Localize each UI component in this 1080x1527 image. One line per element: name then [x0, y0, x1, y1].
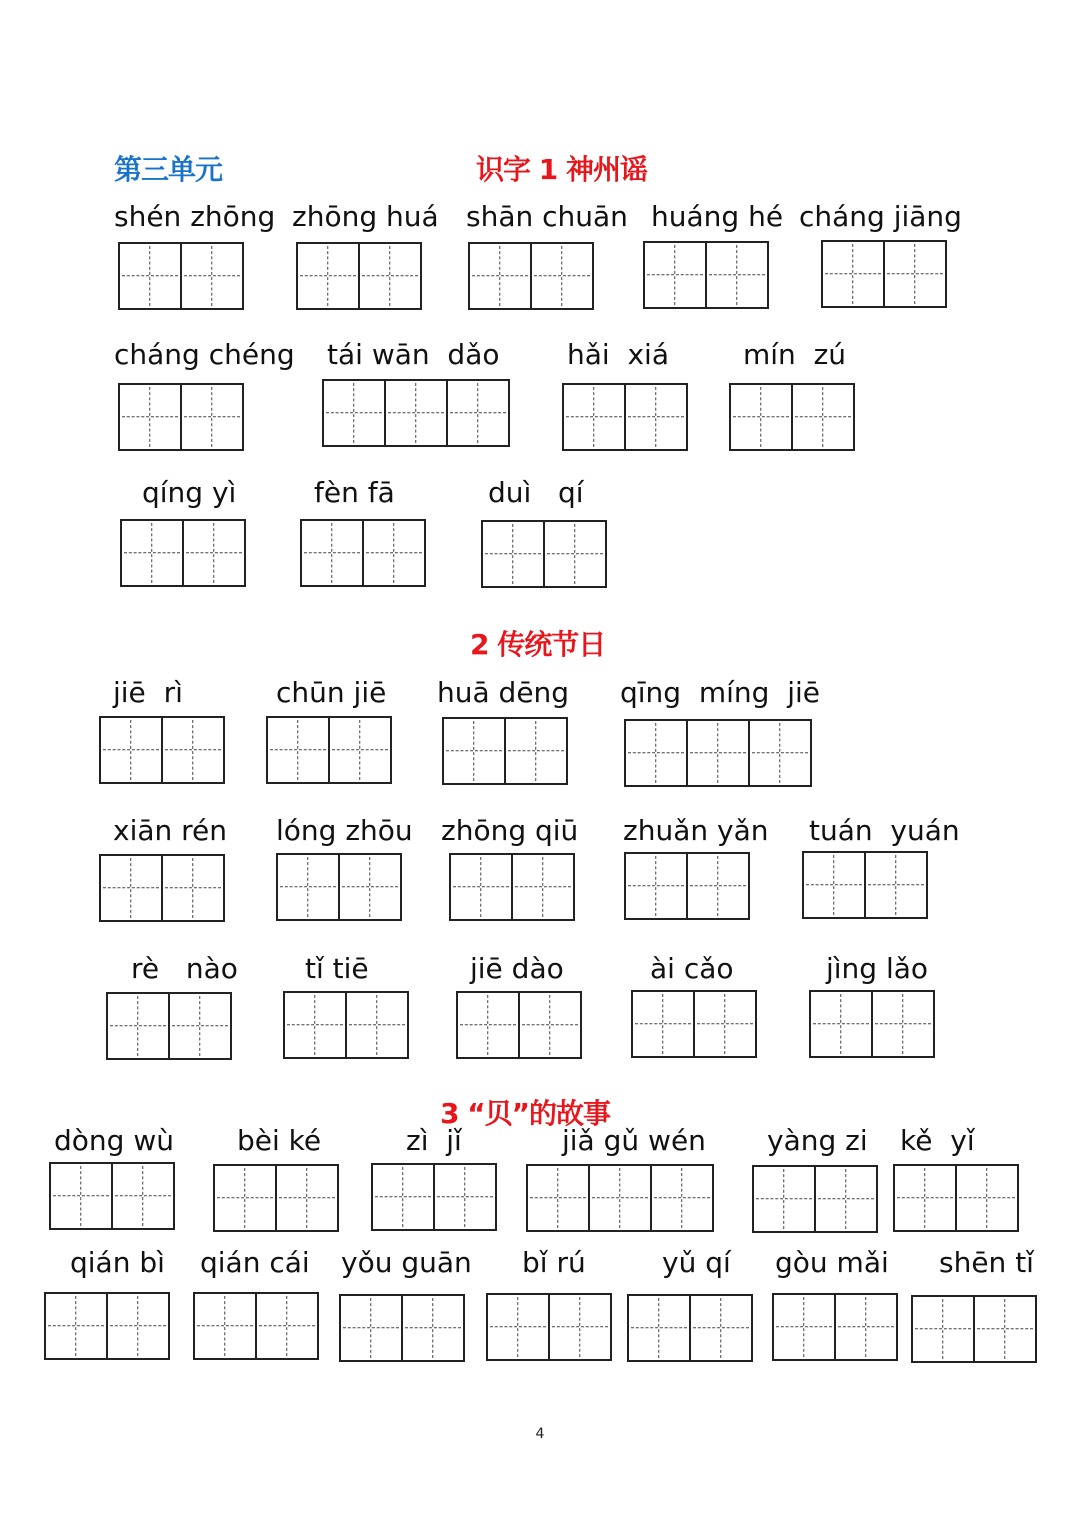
- writing-cell[interactable]: [650, 1164, 714, 1232]
- writing-cell[interactable]: [686, 719, 750, 787]
- writing-grid: [481, 520, 607, 588]
- pinyin-label: lóng zhōu: [276, 814, 413, 847]
- writing-grid: [193, 1292, 319, 1360]
- writing-cell[interactable]: [345, 991, 409, 1059]
- writing-grid: [449, 853, 575, 921]
- writing-cell[interactable]: [371, 1163, 435, 1231]
- writing-cell[interactable]: [401, 1294, 465, 1362]
- writing-cell[interactable]: [118, 383, 182, 451]
- writing-cell[interactable]: [893, 1164, 957, 1232]
- writing-cell[interactable]: [180, 242, 244, 310]
- writing-cell[interactable]: [99, 716, 163, 784]
- writing-cell[interactable]: [213, 1164, 277, 1232]
- writing-cell[interactable]: [883, 240, 947, 308]
- writing-cell[interactable]: [106, 992, 170, 1060]
- writing-grid: [456, 991, 582, 1059]
- writing-cell[interactable]: [339, 1294, 403, 1362]
- pinyin-label: yàng zi: [767, 1124, 868, 1157]
- writing-grid: [911, 1295, 1037, 1363]
- writing-cell[interactable]: [748, 719, 812, 787]
- pinyin-label: dòng wù: [54, 1124, 174, 1157]
- writing-grid: [468, 242, 594, 310]
- writing-cell[interactable]: [911, 1295, 975, 1363]
- writing-cell[interactable]: [814, 1165, 878, 1233]
- pinyin-label: rè nào: [131, 952, 238, 985]
- writing-cell[interactable]: [791, 383, 855, 451]
- writing-grid: [266, 716, 392, 784]
- writing-grid: [752, 1165, 878, 1233]
- writing-cell[interactable]: [328, 716, 392, 784]
- writing-cell[interactable]: [180, 383, 244, 451]
- writing-grid: [49, 1162, 175, 1230]
- pinyin-label: cháng chéng: [114, 338, 295, 371]
- writing-cell[interactable]: [562, 383, 626, 451]
- pinyin-label: xiān rén: [113, 814, 228, 847]
- pinyin-label: chūn jiē: [276, 676, 387, 709]
- writing-cell[interactable]: [481, 520, 545, 588]
- writing-cell[interactable]: [193, 1292, 257, 1360]
- writing-grid: [772, 1293, 898, 1361]
- lesson-title-3: 3 “贝”的故事: [440, 1097, 611, 1130]
- lesson-title-2: 2 传统节日: [470, 628, 606, 661]
- writing-cell[interactable]: [49, 1162, 113, 1230]
- writing-cell[interactable]: [526, 1164, 590, 1232]
- writing-cell[interactable]: [821, 240, 885, 308]
- writing-grid: [118, 383, 244, 451]
- writing-cell[interactable]: [338, 853, 402, 921]
- writing-cell[interactable]: [106, 1292, 170, 1360]
- writing-cell[interactable]: [834, 1293, 898, 1361]
- writing-grid: [643, 241, 769, 309]
- writing-grid: [283, 991, 409, 1059]
- pinyin-label: jìng lǎo: [826, 952, 929, 985]
- writing-grid: [44, 1292, 170, 1360]
- writing-cell[interactable]: [588, 1164, 652, 1232]
- writing-grid: [296, 242, 422, 310]
- writing-cell[interactable]: [643, 241, 707, 309]
- writing-cell[interactable]: [362, 519, 426, 587]
- writing-cell[interactable]: [686, 852, 750, 920]
- pinyin-label: cháng jiāng: [799, 200, 962, 233]
- writing-cell[interactable]: [548, 1293, 612, 1361]
- pinyin-label: jiǎ gǔ wén: [562, 1124, 706, 1157]
- writing-grid: [213, 1164, 339, 1232]
- writing-cell[interactable]: [442, 717, 506, 785]
- writing-cell[interactable]: [543, 520, 607, 588]
- writing-cell[interactable]: [729, 383, 793, 451]
- writing-cell[interactable]: [631, 990, 695, 1058]
- writing-cell[interactable]: [168, 992, 232, 1060]
- writing-grid: [624, 852, 750, 920]
- writing-cell[interactable]: [689, 1294, 753, 1362]
- writing-cell[interactable]: [511, 853, 575, 921]
- writing-cell[interactable]: [693, 990, 757, 1058]
- pinyin-label: hǎi xiá: [567, 338, 669, 371]
- writing-cell[interactable]: [300, 519, 364, 587]
- pinyin-label: qián cái: [200, 1246, 310, 1279]
- pinyin-label: tǐ tiē: [305, 952, 369, 985]
- writing-cell[interactable]: [446, 379, 510, 447]
- writing-cell[interactable]: [624, 383, 688, 451]
- writing-cell[interactable]: [276, 853, 340, 921]
- writing-grid: [627, 1294, 753, 1362]
- writing-grid: [118, 242, 244, 310]
- writing-cell[interactable]: [627, 1294, 691, 1362]
- pinyin-label: zhōng huá: [292, 200, 439, 233]
- writing-cell[interactable]: [433, 1163, 497, 1231]
- pinyin-label: yǔ qí: [662, 1246, 731, 1279]
- writing-cell[interactable]: [772, 1293, 836, 1361]
- pinyin-label: qíng yì: [142, 476, 237, 509]
- pinyin-label: tuán yuán: [809, 814, 960, 847]
- pinyin-label: zhōng qiū: [441, 814, 579, 847]
- writing-cell[interactable]: [504, 717, 568, 785]
- writing-cell[interactable]: [530, 242, 594, 310]
- pinyin-label: bǐ rú: [522, 1246, 586, 1279]
- pinyin-label: zì jǐ: [406, 1124, 462, 1157]
- pinyin-label: mín zú: [743, 338, 847, 371]
- writing-cell[interactable]: [624, 719, 688, 787]
- pinyin-label: bèi ké: [237, 1124, 322, 1157]
- writing-cell[interactable]: [111, 1162, 175, 1230]
- writing-cell[interactable]: [802, 851, 866, 919]
- pinyin-label: kě yǐ: [900, 1124, 975, 1157]
- writing-grid: [99, 716, 225, 784]
- writing-grid: [442, 717, 568, 785]
- writing-grid: [276, 853, 402, 921]
- writing-cell[interactable]: [705, 241, 769, 309]
- writing-cell[interactable]: [864, 851, 928, 919]
- pinyin-label: jiē rì: [113, 676, 183, 709]
- writing-cell[interactable]: [468, 242, 532, 310]
- pinyin-label: shān chuān: [466, 200, 628, 233]
- writing-cell[interactable]: [358, 242, 422, 310]
- writing-cell[interactable]: [99, 854, 163, 922]
- writing-cell[interactable]: [44, 1292, 108, 1360]
- writing-grid: [631, 990, 757, 1058]
- writing-cell[interactable]: [182, 519, 246, 587]
- writing-grid: [821, 240, 947, 308]
- writing-cell[interactable]: [322, 379, 386, 447]
- writing-grid: [322, 379, 510, 447]
- writing-cell[interactable]: [809, 990, 873, 1058]
- writing-grid: [809, 990, 935, 1058]
- pinyin-label: huáng hé: [651, 200, 784, 233]
- pinyin-label: zhuǎn yǎn: [623, 814, 769, 847]
- writing-cell[interactable]: [973, 1295, 1037, 1363]
- pinyin-label: ài cǎo: [650, 952, 734, 985]
- writing-grid: [802, 851, 928, 919]
- unit-title: 第三单元: [114, 153, 223, 186]
- writing-grid: [486, 1293, 612, 1361]
- writing-grid: [893, 1164, 1019, 1232]
- writing-grid: [562, 383, 688, 451]
- writing-cell[interactable]: [118, 242, 182, 310]
- writing-grid: [120, 519, 246, 587]
- writing-cell[interactable]: [518, 991, 582, 1059]
- writing-cell[interactable]: [296, 242, 360, 310]
- writing-grid: [300, 519, 426, 587]
- writing-grid: [106, 992, 232, 1060]
- writing-grid: [339, 1294, 465, 1362]
- writing-cell[interactable]: [120, 519, 184, 587]
- page-number: 4: [535, 1426, 545, 1442]
- lesson-title-1: 识字 1 神州谣: [476, 153, 647, 186]
- pinyin-label: jiē dào: [470, 952, 564, 985]
- writing-grid: [371, 1163, 497, 1231]
- writing-cell[interactable]: [275, 1164, 339, 1232]
- writing-cell[interactable]: [161, 854, 225, 922]
- pinyin-label: shén zhōng: [114, 200, 276, 233]
- writing-cell[interactable]: [486, 1293, 550, 1361]
- pinyin-label: shēn tǐ: [939, 1246, 1034, 1279]
- writing-grid: [99, 854, 225, 922]
- writing-grid: [729, 383, 855, 451]
- writing-cell[interactable]: [266, 716, 330, 784]
- pinyin-label: gòu mǎi: [775, 1246, 889, 1279]
- pinyin-label: fèn fā: [314, 476, 395, 509]
- writing-cell[interactable]: [871, 990, 935, 1058]
- writing-cell[interactable]: [752, 1165, 816, 1233]
- pinyin-label: huā dēng: [437, 676, 570, 709]
- pinyin-label: yǒu guān: [341, 1246, 472, 1279]
- pinyin-label: qīng míng jiē: [620, 676, 821, 709]
- writing-cell[interactable]: [456, 991, 520, 1059]
- writing-cell[interactable]: [955, 1164, 1019, 1232]
- pinyin-label: tái wān dǎo: [327, 338, 500, 371]
- writing-cell[interactable]: [283, 991, 347, 1059]
- writing-grid: [526, 1164, 714, 1232]
- pinyin-label: duì qí: [488, 476, 584, 509]
- writing-cell[interactable]: [161, 716, 225, 784]
- writing-cell[interactable]: [255, 1292, 319, 1360]
- pinyin-label: qián bì: [70, 1246, 165, 1279]
- writing-cell[interactable]: [624, 852, 688, 920]
- writing-cell[interactable]: [384, 379, 448, 447]
- writing-grid: [624, 719, 812, 787]
- writing-cell[interactable]: [449, 853, 513, 921]
